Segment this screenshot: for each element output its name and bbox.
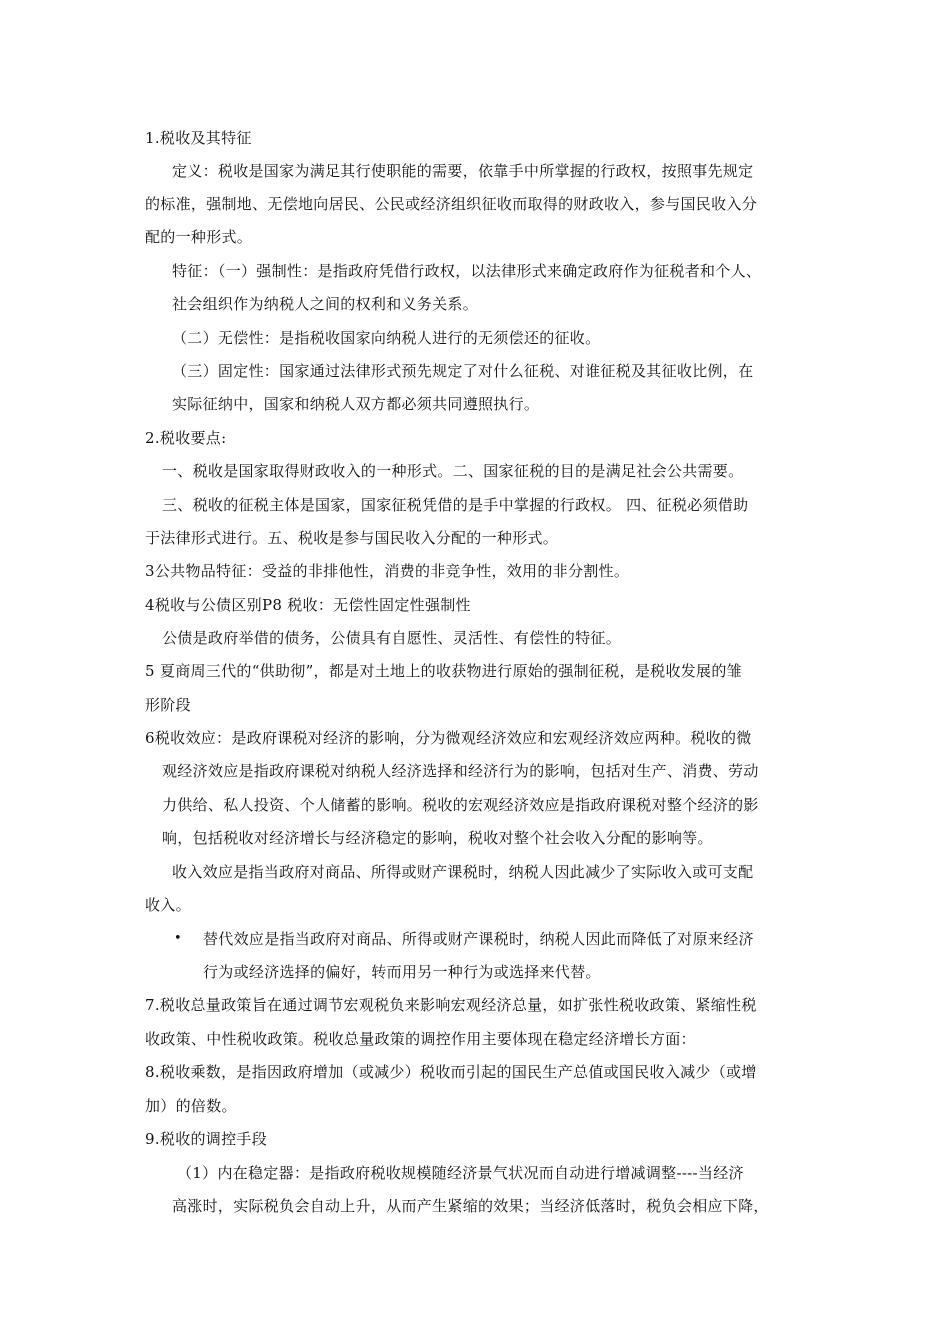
paragraph-line: 形阶段 [145, 696, 191, 714]
paragraph-line: 响，包括税收对经济增长与经济稳定的影响，税收对整个社会收入分配的影响等。 [162, 829, 713, 847]
heading-2: 2.税收要点: [145, 429, 227, 447]
paragraph-line: 实际征纳中，国家和纳税人双方都必须共同遵照执行。 [172, 395, 540, 413]
paragraph-line: 收入。 [145, 896, 191, 914]
paragraph-line: 收入效应是指当政府对商品、所得或财产课税时，纳税人因此减少了实际收入或可支配 [172, 863, 754, 881]
paragraph-line: 三、税收的征税主体是国家，国家征税凭借的是手中掌握的行政权。 四、征税必须借助 [162, 496, 749, 514]
paragraph-line: 特征：（一）强制性：是指政府凭借行政权，以法律形式来确定政府作为征税者和个人、 [172, 262, 762, 280]
paragraph-line: 公债是政府举借的债务，公债具有自愿性、灵活性、有偿性的特征。 [162, 629, 622, 647]
paragraph-line: 的标准，强制地、无偿地向居民、公民或经济组织征收而取得的财政收入，参与国民收入分 [145, 195, 758, 213]
paragraph-line: 4税收与公债区别P8 税收：无偿性固定性强制性 [145, 596, 471, 614]
bullet-line: 替代效应是指当政府对商品、所得或财产课税时，纳税人因此而降低了对原来经济 [203, 930, 754, 948]
bullet-icon: • [174, 931, 182, 946]
paragraph-line: （三）固定性：国家通过法律形式预先规定了对什么征税、对谁征税及其征收比例，在 [172, 362, 754, 380]
paragraph-line: 社会组织作为纳税人之间的权利和义务关系。 [172, 295, 479, 313]
paragraph-line: 一、税收是国家取得财政收入的一种形式。二、国家征税的目的是满足社会公共需要。 [162, 462, 744, 480]
paragraph-line: 配的一种形式。 [145, 228, 253, 246]
heading-9: 9.税收的调控手段 [145, 1130, 268, 1148]
bullet-line: 行为或经济选择的偏好，转而用另一种行为或选择来代替。 [203, 963, 601, 981]
paragraph-line: 于法律形式进行。五、税收是参与国民收入分配的一种形式。 [145, 529, 559, 547]
paragraph-line: （1）内在稳定器：是指政府税收规模随经济景气状况而自动进行增减调整----当经济 [177, 1164, 744, 1182]
heading-1: 1.税收及其特征 [145, 129, 252, 147]
paragraph-line: 高涨时，实际税负会自动上升，从而产生紧缩的效果；当经济低落时，税负会相应下降， [172, 1197, 769, 1215]
paragraph-line: 3公共物品特征：受益的非排他性，消费的非竞争性，效用的非分割性。 [145, 562, 630, 580]
paragraph-line: 定义：税收是国家为满足其行使职能的需要，依靠手中所掌握的行政权，按照事先规定 [172, 162, 754, 180]
paragraph-line: 观经济效应是指政府课税对纳税人经济选择和经济行为的影响，包括对生产、消费、劳动 [162, 762, 759, 780]
paragraph-line: 7.税收总量政策旨在通过调节宏观税负来影响宏观经济总量，如扩张性税收政策、紧缩性税 [145, 996, 757, 1014]
paragraph-line: 8.税收乘数，是指因政府增加（或减少）税收而引起的国民生产总值或国民收入减少（或增 [145, 1063, 757, 1081]
paragraph-line: 收政策、中性税收政策。税收总量政策的调控作用主要体现在稳定经济增长方面： [145, 1030, 696, 1048]
paragraph-line: 5 夏商周三代的“供助彻”，都是对土地上的收获物进行原始的强制征税，是税收发展的雏 [145, 662, 742, 680]
paragraph-line: （二）无偿性：是指税收国家向纳税人进行的无须偿还的征收。 [172, 329, 601, 347]
paragraph-line: 力供给、私人投资、个人储蓄的影响。税收的宏观经济效应是指政府课税对整个经济的影 [162, 796, 759, 814]
paragraph-line: 6税收效应：是政府课税对经济的影响，分为微观经济效应和宏观经济效应两种。税收的微 [145, 729, 752, 747]
paragraph-line: 加）的倍数。 [145, 1097, 237, 1115]
